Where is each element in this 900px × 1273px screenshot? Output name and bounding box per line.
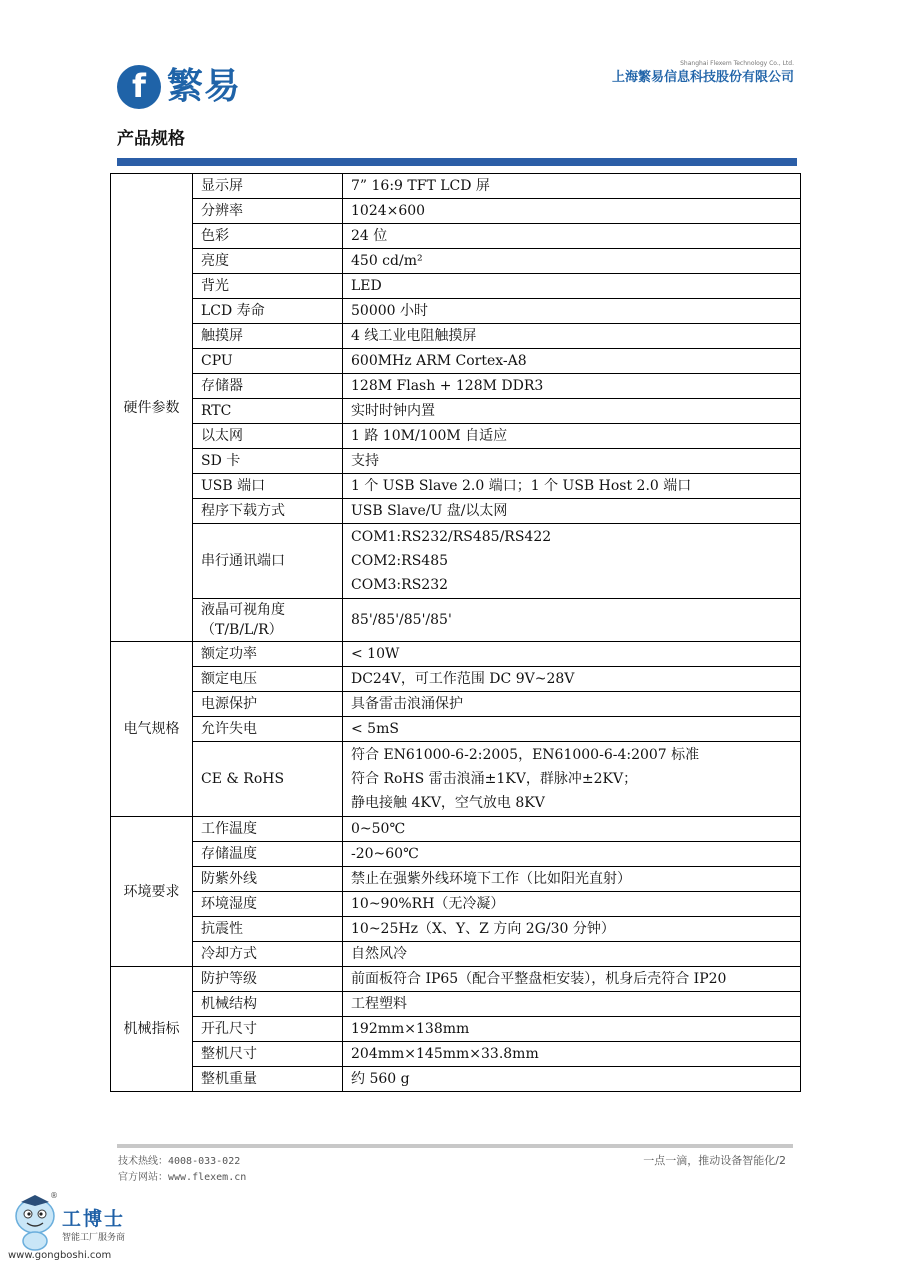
spec-row	[111, 524, 801, 599]
spec-row	[111, 474, 801, 499]
spec-value	[343, 642, 801, 667]
mascot-icon	[8, 1192, 62, 1252]
company-name-cn: 上海繁易信息科技股份有限公司	[611, 70, 794, 85]
spec-row	[111, 667, 801, 692]
spec-value-line: 192mm×138mm	[351, 1021, 470, 1037]
spec-table-body	[111, 174, 801, 1092]
footer-divider	[117, 1144, 793, 1148]
spec-value	[343, 399, 801, 424]
spec-value-line: 450 cd/m²	[351, 253, 423, 269]
logo-mark-letter: f	[132, 67, 146, 105]
spec-value	[343, 224, 801, 249]
spec-name: 电源保护	[193, 692, 343, 717]
spec-value-line: DC24V，可工作范围 DC 9V~28V	[351, 671, 575, 687]
spec-row	[111, 449, 801, 474]
spec-group-label: 硬件参数	[111, 174, 193, 642]
spec-value	[343, 1017, 801, 1042]
hotline-text: 技术热线：4008-033-022	[118, 1156, 241, 1167]
spec-row	[111, 374, 801, 399]
spec-name: 防紫外线	[193, 867, 343, 892]
spec-name: 抗震性	[193, 917, 343, 942]
spec-row	[111, 992, 801, 1017]
spec-name: 机械结构	[193, 992, 343, 1017]
spec-value	[343, 499, 801, 524]
spec-row	[111, 742, 801, 817]
spec-value	[343, 667, 801, 692]
spec-name: USB 端口	[193, 474, 343, 499]
spec-row	[111, 174, 801, 199]
spec-value-line: 禁止在强紫外线环境下工作（比如阳光直射）	[351, 871, 631, 887]
spec-value-line: 约 560 g	[351, 1071, 410, 1087]
spec-row	[111, 967, 801, 992]
spec-value-line: 实时时钟内置	[351, 403, 435, 419]
spec-value-line: < 10W	[351, 646, 400, 662]
spec-row	[111, 499, 801, 524]
spec-name: 程序下载方式	[193, 499, 343, 524]
spec-value-line: 前面板符合 IP65（配合平整盘柜安装），机身后壳符合 IP20	[351, 971, 727, 987]
spec-value	[343, 892, 801, 917]
spec-value-line: LED	[351, 278, 382, 294]
spec-row	[111, 1017, 801, 1042]
spec-value	[343, 299, 801, 324]
spec-group-label: 电气规格	[111, 642, 193, 817]
spec-group-label: 环境要求	[111, 817, 193, 967]
spec-name: 存储温度	[193, 842, 343, 867]
spec-value	[343, 249, 801, 274]
spec-name: 开孔尺寸	[193, 1017, 343, 1042]
spec-name: 存储器	[193, 374, 343, 399]
watermark-subtitle: 智能工厂服务商	[62, 1233, 126, 1243]
spec-value	[343, 742, 801, 817]
spec-name: 环境湿度	[193, 892, 343, 917]
spec-value	[343, 524, 801, 599]
spec-group-label: 机械指标	[111, 967, 193, 1092]
spec-value	[343, 199, 801, 224]
spec-name: 防护等级	[193, 967, 343, 992]
spec-value	[343, 717, 801, 742]
spec-value-line: 自然风冷	[351, 946, 407, 962]
spec-name: 串行通讯端口	[193, 524, 343, 599]
spec-value	[343, 449, 801, 474]
spec-value-line: -20~60℃	[351, 846, 419, 862]
spec-row	[111, 642, 801, 667]
spec-name: 整机重量	[193, 1067, 343, 1092]
footer-slogan: 一点一滴，推动设备智能化/2	[643, 1154, 786, 1167]
spec-value-line: 工程塑料	[351, 996, 407, 1012]
spec-value	[343, 274, 801, 299]
spec-value-line: 1024×600	[351, 203, 426, 219]
spec-name: 额定功率	[193, 642, 343, 667]
spec-value	[343, 842, 801, 867]
spec-row	[111, 424, 801, 449]
spec-value-line: 128M Flash + 128M DDR3	[351, 378, 544, 394]
spec-row	[111, 349, 801, 374]
watermark-url: www.gongboshi.com	[8, 1250, 112, 1261]
flexem-logo	[117, 63, 257, 113]
company-name-en: Shanghai Flexem Technology Co., Ltd.	[680, 60, 794, 67]
spec-row	[111, 842, 801, 867]
spec-name: 冷却方式	[193, 942, 343, 967]
spec-value	[343, 424, 801, 449]
spec-value-line: 24 位	[351, 228, 388, 244]
spec-value-line: 支持	[351, 453, 379, 469]
spec-name: 允许失电	[193, 717, 343, 742]
spec-row	[111, 942, 801, 967]
spec-value-line: 静电接触 4KV，空气放电 8KV	[351, 795, 545, 811]
spec-name: 分辨率	[193, 199, 343, 224]
registered-mark: ®	[50, 1191, 58, 1200]
spec-name: 整机尺寸	[193, 1042, 343, 1067]
logo-text: 繁易	[167, 66, 242, 107]
spec-row	[111, 199, 801, 224]
spec-name	[193, 599, 343, 642]
spec-row	[111, 224, 801, 249]
spec-row	[111, 867, 801, 892]
spec-value-line: 具备雷击浪涌保护	[351, 696, 463, 712]
spec-value-line: 85'/85'/85'/85'	[351, 612, 452, 628]
spec-value-line: COM1:RS232/RS485/RS422	[351, 529, 552, 545]
spec-value	[343, 349, 801, 374]
website-text: 官方网站：www.flexem.cn	[118, 1172, 247, 1183]
spec-value	[343, 917, 801, 942]
spec-row	[111, 399, 801, 424]
spec-name: 色彩	[193, 224, 343, 249]
spec-row	[111, 892, 801, 917]
spec-name: CPU	[193, 349, 343, 374]
spec-name-line: 液晶可视角度	[201, 602, 285, 618]
spec-value	[343, 374, 801, 399]
spec-value-line: 符合 EN61000-6-2:2005，EN61000-6-4:2007 标准	[351, 747, 700, 763]
spec-row	[111, 717, 801, 742]
spec-value-line: COM3:RS232	[351, 577, 449, 593]
spec-value-line: 4 线工业电阻触摸屏	[351, 328, 477, 344]
spec-row	[111, 249, 801, 274]
spec-value-line: 50000 小时	[351, 303, 428, 319]
spec-row	[111, 299, 801, 324]
spec-name: 工作温度	[193, 817, 343, 842]
spec-value	[343, 817, 801, 842]
spec-name: LCD 寿命	[193, 299, 343, 324]
spec-name: 触摸屏	[193, 324, 343, 349]
spec-name-line: （T/B/L/R）	[201, 622, 283, 638]
spec-value-line: 1 路 10M/100M 自适应	[351, 428, 508, 444]
spec-value-line: 0~50℃	[351, 821, 406, 837]
spec-table	[110, 173, 801, 1092]
spec-row	[111, 917, 801, 942]
title-divider	[117, 158, 797, 166]
spec-value	[343, 599, 801, 642]
spec-value-line: COM2:RS485	[351, 553, 449, 569]
spec-value-line: 10~90%RH（无冷凝）	[351, 896, 505, 912]
spec-name: CE & RoHS	[193, 742, 343, 817]
spec-name: 背光	[193, 274, 343, 299]
spec-name: 以太网	[193, 424, 343, 449]
section-title: 产品规格	[117, 129, 185, 149]
spec-value-line: 204mm×145mm×33.8mm	[351, 1046, 539, 1062]
spec-value-line: USB Slave/U 盘/以太网	[351, 503, 508, 519]
spec-value-line: 10~25Hz（X、Y、Z 方向 2G/30 分钟）	[351, 921, 615, 937]
spec-value	[343, 1042, 801, 1067]
spec-name: SD 卡	[193, 449, 343, 474]
spec-value	[343, 1067, 801, 1092]
spec-value	[343, 942, 801, 967]
spec-name: 显示屏	[193, 174, 343, 199]
spec-row	[111, 1042, 801, 1067]
spec-row	[111, 274, 801, 299]
spec-row	[111, 1067, 801, 1092]
spec-value	[343, 474, 801, 499]
spec-name: 亮度	[193, 249, 343, 274]
spec-value	[343, 992, 801, 1017]
spec-name: RTC	[193, 399, 343, 424]
spec-value	[343, 174, 801, 199]
spec-row	[111, 817, 801, 842]
spec-row	[111, 324, 801, 349]
spec-value-line: 600MHz ARM Cortex-A8	[351, 353, 527, 369]
spec-row	[111, 599, 801, 642]
spec-row	[111, 692, 801, 717]
spec-value	[343, 692, 801, 717]
spec-value-line: 1 个 USB Slave 2.0 端口；1 个 USB Host 2.0 端口	[351, 478, 692, 494]
spec-name: 额定电压	[193, 667, 343, 692]
spec-value-line: 7” 16:9 TFT LCD 屏	[351, 178, 490, 194]
spec-value	[343, 967, 801, 992]
spec-value	[343, 324, 801, 349]
spec-value	[343, 867, 801, 892]
spec-value-line: 符合 RoHS 雷击浪涌±1KV，群脉冲±2KV；	[351, 771, 638, 787]
footer-contact	[118, 1154, 246, 1186]
watermark-name: 工博士	[62, 1208, 126, 1230]
spec-value-line: < 5mS	[351, 721, 399, 737]
